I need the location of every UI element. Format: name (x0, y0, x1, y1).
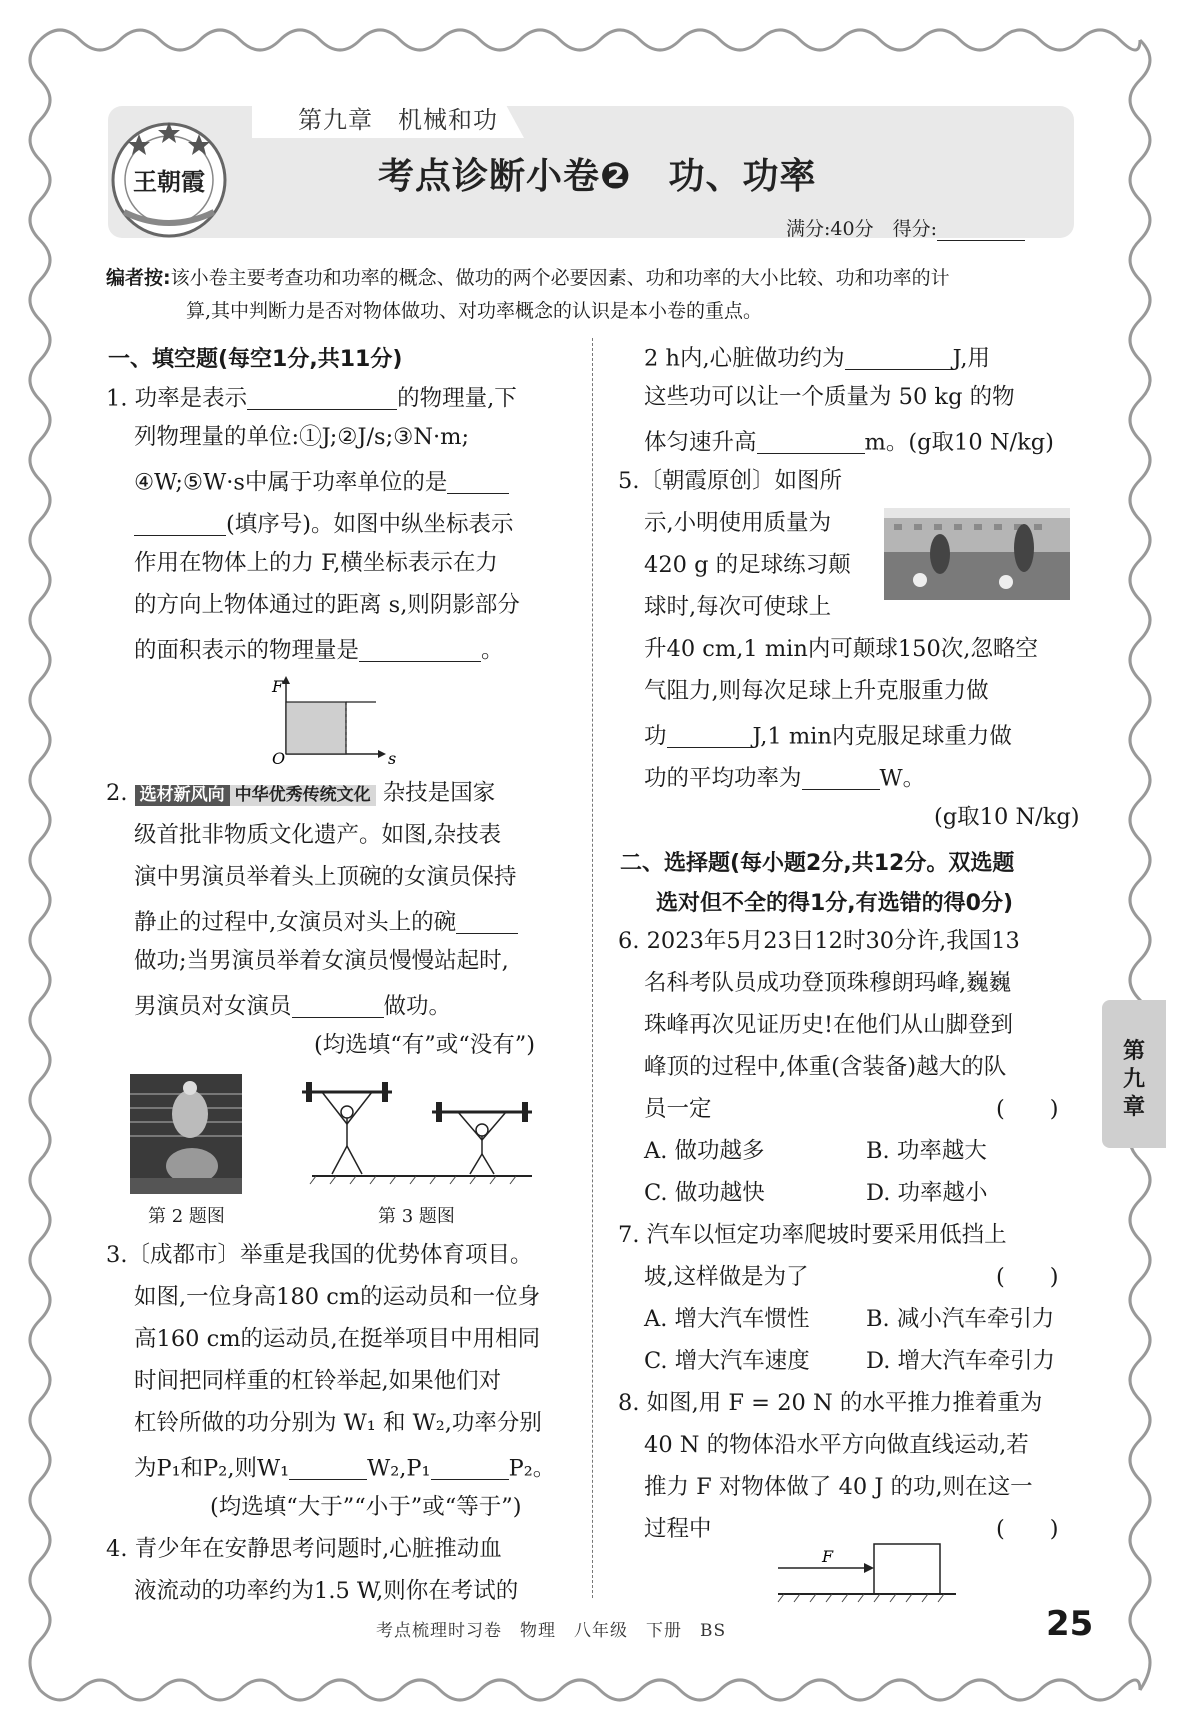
q3-line2: 如图,一位身高180 cm的运动员和一位身 (134, 1284, 541, 1310)
q2-line1: 2. 选材新风向 中华优秀传统文化 杂技是国家 (106, 780, 496, 806)
q3-line6: 为P₁和P₂,则W₁ W₂,P₁ P₂。 (134, 1455, 556, 1482)
q6-line2: 名科考队员成功登顶珠穆朗玛峰,巍巍 (644, 970, 1012, 996)
q7-option-c: C. 增大汽车速度 (644, 1348, 810, 1374)
q3-figure-caption: 第 3 题图 (378, 1206, 455, 1227)
q2-line5: 做功;当男演员举着女演员慢慢站起时, (134, 948, 509, 974)
q6-line1: 6. 2023年5月23日12时30分许,我国13 (618, 928, 1020, 954)
editor-note-line2: 算,其中判断力是否对物体做功、对功率概念的认识是本小卷的重点。 (186, 300, 763, 322)
q6-line3: 珠峰再次见证历史!在他们从山脚登到 (644, 1012, 1014, 1038)
q7-answer-bracket: ( ) (996, 1264, 1059, 1290)
q1-line5: 作用在物体上的力 F,横坐标表示在力 (134, 550, 498, 576)
q2-line4: 静止的过程中,女演员对头上的碗 (134, 908, 518, 934)
chapter-side-tab: 第 九 章 (1102, 1000, 1166, 1148)
q6-option-a: A. 做功越多 (644, 1138, 765, 1164)
q2-line3: 演中男演员举着头上顶碗的女演员保持 (134, 864, 517, 890)
q4-line5: 体匀速升高 m。(g取10 N/kg) (644, 429, 1054, 456)
graph-label-s: s (388, 749, 397, 764)
logo-text: 王朝霞 (133, 167, 205, 196)
brand-logo (104, 112, 234, 242)
editor-note (106, 262, 1078, 328)
q5-line7: 功 J,1 min内克服足球重力做 (644, 723, 1012, 750)
footer-text: 考点梳理时习卷 物理 八年级 下册 BS (376, 1621, 727, 1641)
q7-option-d: D. 增大汽车牵引力 (866, 1348, 1056, 1374)
section1-title: 一、填空题(每空1分,共11分) (108, 347, 403, 372)
q1-line3: ④W;⑤W·s中属于功率单位的是 (134, 468, 509, 494)
q5-line5: 升40 cm,1 min内可颠球150次,忽略空 (644, 636, 1038, 662)
q8-line4: 过程中 (644, 1516, 712, 1542)
q3-line5: 杠铃所做的功分别为 W₁ 和 W₂,功率分别 (134, 1410, 542, 1436)
q8-line1: 8. 如图,用 F = 20 N 的水平推力推着重为 (618, 1390, 1043, 1416)
q2-figure-caption: 第 2 题图 (148, 1206, 225, 1227)
q2-tag-new-material: 选材新风向 (135, 785, 230, 806)
q5-hint: (g取10 N/kg) (934, 804, 1080, 830)
page-title: 考点诊断小卷❷ 功、功率 (378, 156, 817, 197)
q7-option-a: A. 增大汽车惯性 (644, 1306, 810, 1332)
q1-force-distance-graph (270, 674, 410, 764)
score-line: 满分:40分 得分: (786, 214, 1025, 241)
q4-line3: 2 h内,心脏做功约为 J,用 (644, 345, 990, 372)
q1-line1: 1. 功率是表示 的物理量,下 (106, 385, 517, 412)
q8-line2: 40 N 的物体沿水平方向做直线运动,若 (644, 1432, 1029, 1458)
q2-line2: 级首批非物质文化遗产。如图,杂技表 (134, 822, 502, 848)
q6-line5: 员一定 (644, 1096, 712, 1122)
q1-line4: (填序号)。如图中纵坐标表示 (134, 510, 514, 536)
weightlifters-figure (292, 1078, 542, 1186)
page-number: 25 (1046, 1604, 1094, 1644)
graph-label-f: F (272, 677, 284, 696)
q3-line3: 高160 cm的运动员,在挺举项目中用相同 (134, 1326, 541, 1352)
q6-option-d: D. 功率越小 (866, 1180, 988, 1206)
q5-line2: 示,小明使用质量为 (644, 510, 832, 536)
q6-option-c: C. 做功越快 (644, 1180, 765, 1206)
q7-line2: 坡,这样做是为了 (644, 1264, 809, 1290)
q2-tag-culture: 中华优秀传统文化 (230, 785, 376, 806)
q3-line4: 时间把同样重的杠铃举起,如果他们对 (134, 1368, 502, 1394)
column-divider (592, 338, 593, 1598)
q7-option-b: B. 减小汽车牵引力 (866, 1306, 1055, 1332)
q6-line4: 峰顶的过程中,体重(含装备)越大的队 (644, 1054, 1007, 1080)
q4-line1: 4. 青少年在安静思考问题时,心脏推动血 (106, 1536, 502, 1562)
q5-line3: 420 g 的足球练习颠 (644, 552, 851, 578)
q1-line6: 的方向上物体通过的距离 s,则阴影部分 (134, 592, 520, 618)
q5-line4: 球时,每次可使球上 (644, 594, 832, 620)
q5-line6: 气阻力,则每次足球上升克服重力做 (644, 678, 989, 704)
q1-line7: 的面积表示的物理量是 。 (134, 637, 504, 664)
q8-push-block-figure (774, 1536, 964, 1604)
section2-title-line2: 选对但不全的得1分,有选错的得0分) (656, 891, 1014, 916)
q6-option-b: B. 功率越大 (866, 1138, 987, 1164)
q7-line1: 7. 汽车以恒定功率爬坡时要采用低挡上 (618, 1222, 1007, 1248)
q8-answer-bracket: ( ) (996, 1516, 1059, 1542)
q6-answer-bracket: ( ) (996, 1096, 1059, 1122)
q4-line4: 这些功可以让一个质量为 50 kg 的物 (644, 384, 1015, 410)
section2-title: 二、选择题(每小题2分,共12分。双选题 (620, 851, 1015, 876)
q3-hint: (均选填“大于”“小于”或“等于”) (210, 1494, 522, 1520)
chapter-label: 第九章 机械和功 (298, 106, 498, 134)
q3-line1: 3.〔成都市〕举重是我国的优势体育项目。 (106, 1242, 533, 1268)
acrobat-photo (130, 1074, 242, 1194)
q8-force-label: F (822, 1547, 834, 1566)
q5-line8: 功的平均功率为 W。 (644, 765, 926, 792)
q2-hint: (均选填“有”或“没有”) (314, 1032, 536, 1058)
q5-line1: 5.〔朝霞原创〕如图所 (618, 468, 842, 494)
graph-label-o: O (272, 749, 286, 764)
q8-line3: 推力 F 对物体做了 40 J 的功,则在这一 (644, 1474, 1033, 1500)
editor-note-line1: 该小卷主要考查功和功率的概念、做功的两个必要因素、功和功率的大小比较、功和功率的计 (170, 267, 950, 289)
q4-line2: 液流动的功率约为1.5 W,则你在考试的 (134, 1578, 519, 1604)
soccer-practice-photo (884, 508, 1070, 600)
q2-line6: 男演员对女演员 做功。 (134, 993, 452, 1020)
editor-note-label: 编者按: (106, 267, 171, 289)
q1-line2: 列物理量的单位:①J;②J/s;③N·m; (134, 424, 470, 450)
